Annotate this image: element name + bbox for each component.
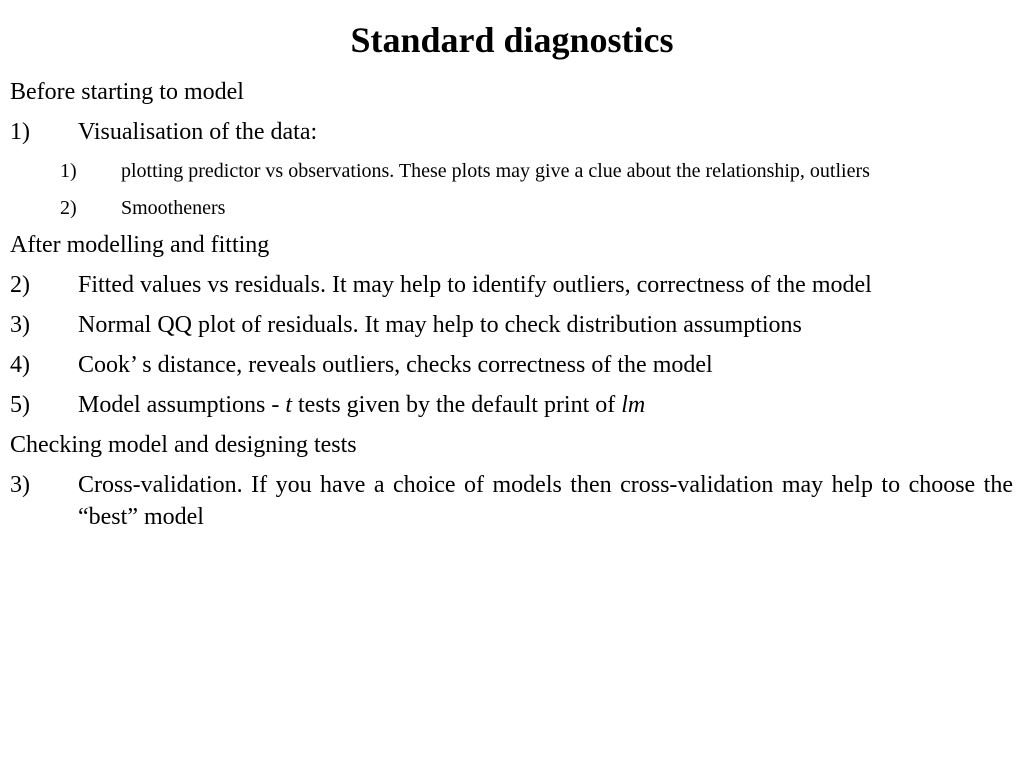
list-item-cooks-distance — [10, 349, 1013, 381]
assumptions-middle-text: tests given by the default print of — [292, 392, 622, 418]
list-text: Fitted values vs residuals. It may help to identify outliers, correctness of the model — [78, 272, 872, 298]
t-italic-text: t — [285, 392, 292, 418]
open-quote: “ — [78, 504, 89, 530]
list-item-qq-plot — [10, 309, 1013, 341]
cook-text: Cook — [78, 352, 131, 378]
list-number: 4) — [10, 352, 30, 378]
list-number: 3) — [10, 472, 30, 498]
sublist-item-smootheners — [60, 193, 1013, 223]
sublist-number: 1) — [60, 160, 77, 182]
list-text — [78, 389, 1013, 421]
cross-validation-suffix-text: model — [137, 504, 204, 530]
list-number: 2) — [10, 272, 30, 298]
slide-title: Standard diagnostics — [350, 20, 674, 60]
list-item-model-assumptions — [10, 389, 1013, 421]
assumptions-prefix-text: Model assumptions - — [78, 392, 286, 418]
list-item-visualisation — [10, 116, 1013, 148]
list-text — [78, 349, 1013, 381]
list-text: Normal QQ plot of residuals. It may help to check distribution assumptions — [78, 312, 802, 338]
sublist-text: Smootheners — [121, 197, 226, 219]
list-number: 1) — [10, 119, 30, 145]
sublist-number: 2) — [60, 197, 77, 219]
apostrophe: ’ — [130, 352, 137, 378]
list-item-fitted-values — [10, 269, 1013, 301]
cross-validation-prefix-text: Cross-validation. If you have a choice of models then cross-validation may help to choose the — [78, 472, 1013, 498]
sublist-item-plotting — [60, 156, 1013, 186]
close-quote: ” — [127, 504, 138, 530]
list-item-cross-validation — [10, 469, 1013, 533]
list-number: 5) — [10, 392, 30, 418]
section-heading-before: Before starting to model — [10, 79, 244, 105]
best-text: best — [88, 504, 128, 530]
lm-italic-text: lm — [621, 392, 646, 418]
sublist-text: plotting predictor vs observations. These plots may give a clue about the relationship, outliers — [121, 160, 870, 182]
list-text: Visualisation of the data: — [78, 119, 318, 145]
list-number: 3) — [10, 312, 30, 338]
section-heading-checking: Checking model and designing tests — [10, 432, 357, 458]
slide-content — [10, 76, 1013, 541]
cook-suffix-text: s distance, reveals outliers, checks correctness of the model — [142, 352, 713, 378]
section-heading-after: After modelling and fitting — [10, 232, 270, 258]
list-text — [78, 469, 1013, 533]
